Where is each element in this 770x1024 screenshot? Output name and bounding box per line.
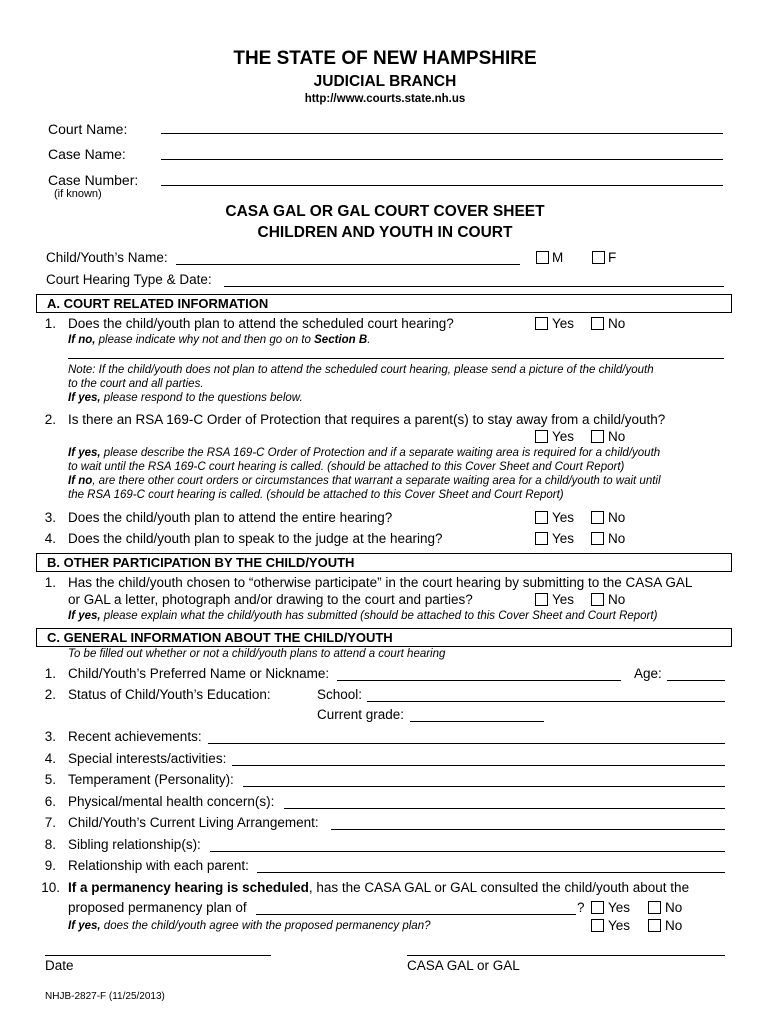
c-item-label-education: Status of Child/Youth’s Education: (68, 687, 271, 702)
c-q10-agree-yes-checkbox[interactable] (591, 919, 604, 932)
a-q2-yes-label: Yes (552, 429, 575, 444)
c-item-label-living: Child/Youth’s Current Living Arrangement: (68, 815, 319, 830)
a-note-line2: to the court and all parties. (68, 378, 204, 390)
case-number-label: Case Number: (48, 172, 139, 188)
living-arrangement-field[interactable] (331, 829, 725, 830)
c-q10-agree-yes-label: Yes (608, 918, 631, 933)
c-q10-qmark: ? (577, 900, 585, 915)
c-q10-agree-no-label: No (665, 918, 683, 933)
c-subnote: To be filled out whether or not a child/youth plans to attend a court hearing (68, 648, 446, 660)
a-q1-yes-label: Yes (552, 316, 575, 331)
a-q3-yes-label: Yes (552, 510, 575, 525)
c-item-number: 1. (44, 666, 56, 681)
a-q4-no-label: No (608, 531, 626, 546)
a-q2-if-yes-line1 (68, 446, 660, 460)
c-item-number: 3. (44, 729, 56, 744)
b-q1-no-label: No (608, 592, 626, 607)
section-a-heading: A. COURT RELATED INFORMATION (36, 294, 732, 313)
a-q2-no-label: No (608, 429, 626, 444)
casa-signature-label: CASA GAL or GAL (407, 958, 520, 973)
temperament-field[interactable] (243, 786, 725, 787)
section-c-heading: C. GENERAL INFORMATION ABOUT THE CHILD/YOUTH (36, 628, 732, 647)
case-name-label: Case Name: (48, 146, 126, 162)
a-q3-yes-checkbox[interactable] (535, 511, 548, 524)
hearing-label: Court Hearing Type & Date: (46, 272, 212, 287)
c-q10-if-yes (68, 919, 431, 933)
a-q1-yes-checkbox[interactable] (535, 317, 548, 330)
b-q1-yes-label: Yes (552, 592, 575, 607)
c-q10-bold: If a permanency hearing is scheduled (68, 880, 309, 895)
child-name-field[interactable] (176, 264, 520, 265)
a-q1-number: 1. (44, 316, 56, 331)
a-q3-no-label: No (608, 510, 626, 525)
a-q3-text: Does the child/youth plan to attend the entire hearing? (68, 510, 393, 525)
c-item-number: 5. (44, 772, 56, 787)
grade-label: Current grade: (317, 707, 405, 722)
siblings-field[interactable] (210, 851, 725, 852)
a-q1-no-label: No (608, 316, 626, 331)
age-label: Age: (634, 666, 662, 681)
a-q4-yes-checkbox[interactable] (535, 532, 548, 545)
health-field[interactable] (284, 808, 725, 809)
a-q2-if-yes-lead: If yes, (68, 447, 101, 459)
form-title: CASA GAL OR GAL COURT COVER SHEET (225, 203, 545, 220)
c-item-label-achievements: Recent achievements: (68, 729, 202, 744)
b-q1-line1: Has the child/youth chosen to “otherwise participate” in the court hearing by submitting to the CASA GAL (68, 575, 693, 590)
b-q1-yes-checkbox[interactable] (535, 593, 548, 606)
nickname-field[interactable] (337, 680, 621, 681)
permanency-plan-field[interactable] (256, 914, 576, 915)
school-field[interactable] (367, 701, 725, 702)
a-q1-if-no (68, 333, 370, 347)
a-q2-if-yes-text: please describe the RSA 169-C Order of Protection and if a separate waiting area is required for a child/youth (100, 447, 661, 459)
a-note-line1: Note: If the child/youth does not plan to attend the scheduled court hearing, please send a picture of the child/youth (68, 364, 654, 376)
form-id: NHJB-2827-F (11/25/2013) (45, 991, 165, 1002)
female-label: F (608, 250, 617, 265)
c-item-number: 2. (44, 687, 56, 702)
b-q1-number: 1. (44, 575, 56, 590)
male-checkbox[interactable] (536, 251, 549, 264)
c-item-number: 4. (44, 751, 56, 766)
c-q10-line1 (68, 880, 689, 896)
a-q4-text: Does the child/youth plan to speak to the judge at the hearing? (68, 531, 443, 546)
c-item-number: 8. (44, 837, 56, 852)
a-q2-if-no-line2: the RSA 169-C court hearing is called. (should be attached to this Cover Sheet and Court Report) (68, 489, 564, 501)
c-q10-agree-no-checkbox[interactable] (648, 919, 661, 932)
date-label: Date (45, 958, 74, 973)
c-q10-yes-label: Yes (608, 900, 631, 915)
a-q2-number: 2. (44, 412, 56, 427)
a-q1-section-b-ref: Section B (314, 334, 368, 346)
interests-field[interactable] (232, 765, 725, 766)
state-title: THE STATE OF NEW HAMPSHIRE (233, 48, 537, 69)
date-line[interactable] (45, 955, 271, 956)
a-q3-number: 3. (44, 510, 56, 525)
c-q10-rest: , has the CASA GAL or GAL consulted the child/youth about the (308, 880, 690, 895)
branch-title: JUDICIAL BRANCH (313, 73, 457, 90)
c-q10-line2: proposed permanency plan of (68, 900, 247, 915)
school-label: School: (317, 687, 363, 702)
a-q1-if-no-lead: If no, (68, 334, 96, 346)
child-name-label: Child/Youth’s Name: (46, 250, 168, 265)
a-q2-if-no-line1 (68, 474, 661, 488)
court-name-field[interactable] (161, 133, 723, 134)
a-note-if-yes (68, 391, 303, 405)
a-q2-if-no-text: , are there other court orders or circumstances that warrant a separate waiting area for a child/youth to wait until (92, 475, 661, 487)
a-q1-if-no-text: please indicate why not and then go on to (95, 334, 315, 346)
court-url[interactable]: http://www.courts.state.nh.us (304, 93, 466, 105)
form-subtitle: CHILDREN AND YOUTH IN COURT (257, 224, 513, 241)
casa-signature-line[interactable] (407, 955, 725, 956)
male-label: M (552, 250, 564, 265)
age-field[interactable] (667, 680, 725, 681)
hearing-field[interactable] (224, 286, 724, 287)
a-q2-if-yes-line2: to wait until the RSA 169-C court hearing is called. (should be attached to this Cover Sheet and Court Report) (68, 461, 625, 473)
case-name-field[interactable] (161, 159, 723, 160)
a-q2-text: Is there an RSA 169-C Order of Protection that requires a parent(s) to stay away from a child/youth? (68, 412, 666, 427)
c-q10-number: 10. (41, 880, 60, 895)
c-item-label-parents: Relationship with each parent: (68, 858, 249, 873)
if-known-note: (if known) (54, 188, 102, 200)
c-q10-no-label: No (665, 900, 683, 915)
a-q1-if-no-end: . (367, 334, 371, 346)
a-q4-no-checkbox[interactable] (591, 532, 604, 545)
c-item-number: 6. (44, 794, 56, 809)
a-note-if-yes-lead: If yes, (68, 392, 101, 404)
female-checkbox[interactable] (592, 251, 605, 264)
c-item-number: 7. (44, 815, 56, 830)
court-name-label: Court Name: (48, 121, 128, 137)
b-q1-no-checkbox[interactable] (591, 593, 604, 606)
c-item-label-siblings: Sibling relationship(s): (68, 837, 201, 852)
c-item-label-temperament: Temperament (Personality): (68, 772, 234, 787)
c-q10-if-yes-text: does the child/youth agree with the proposed permanency plan? (100, 920, 431, 932)
a-q4-yes-label: Yes (552, 531, 575, 546)
section-b-heading: B. OTHER PARTICIPATION BY THE CHILD/YOUTH (36, 553, 732, 572)
a-q1-text: Does the child/youth plan to attend the scheduled court hearing? (68, 316, 454, 331)
a-note-if-yes-text: please respond to the questions below. (100, 392, 303, 404)
b-q1-if-yes (68, 609, 657, 623)
c-item-label-health: Physical/mental health concern(s): (68, 794, 275, 809)
c-item-number: 9. (44, 858, 56, 873)
c-q10-if-yes-lead: If yes, (68, 920, 101, 932)
a-q2-no-checkbox[interactable] (591, 430, 604, 443)
c-item-label-interests: Special interests/activities: (68, 751, 227, 766)
b-q1-if-yes-text: please explain what the child/youth has submitted (should be attached to this Cover Sheet and Court Report) (100, 610, 658, 622)
b-q1-line2: or GAL a letter, photograph and/or drawing to the court and parties? (68, 592, 473, 607)
c-q10-no-checkbox[interactable] (648, 901, 661, 914)
a-q4-number: 4. (44, 531, 56, 546)
a-q2-if-no-lead: If no (68, 475, 93, 487)
c-item-label-nickname: Child/Youth’s Preferred Name or Nickname: (68, 666, 330, 681)
b-q1-if-yes-lead: If yes, (68, 610, 101, 622)
a-q1-no-checkbox[interactable] (591, 317, 604, 330)
grade-field[interactable] (410, 721, 544, 722)
c-q10-yes-checkbox[interactable] (591, 901, 604, 914)
case-number-field[interactable] (161, 185, 723, 186)
a-q3-no-checkbox[interactable] (591, 511, 604, 524)
a-q1-reason-field[interactable] (68, 358, 724, 359)
parents-field[interactable] (257, 872, 725, 873)
achievements-field[interactable] (208, 743, 725, 744)
a-q2-yes-checkbox[interactable] (535, 430, 548, 443)
